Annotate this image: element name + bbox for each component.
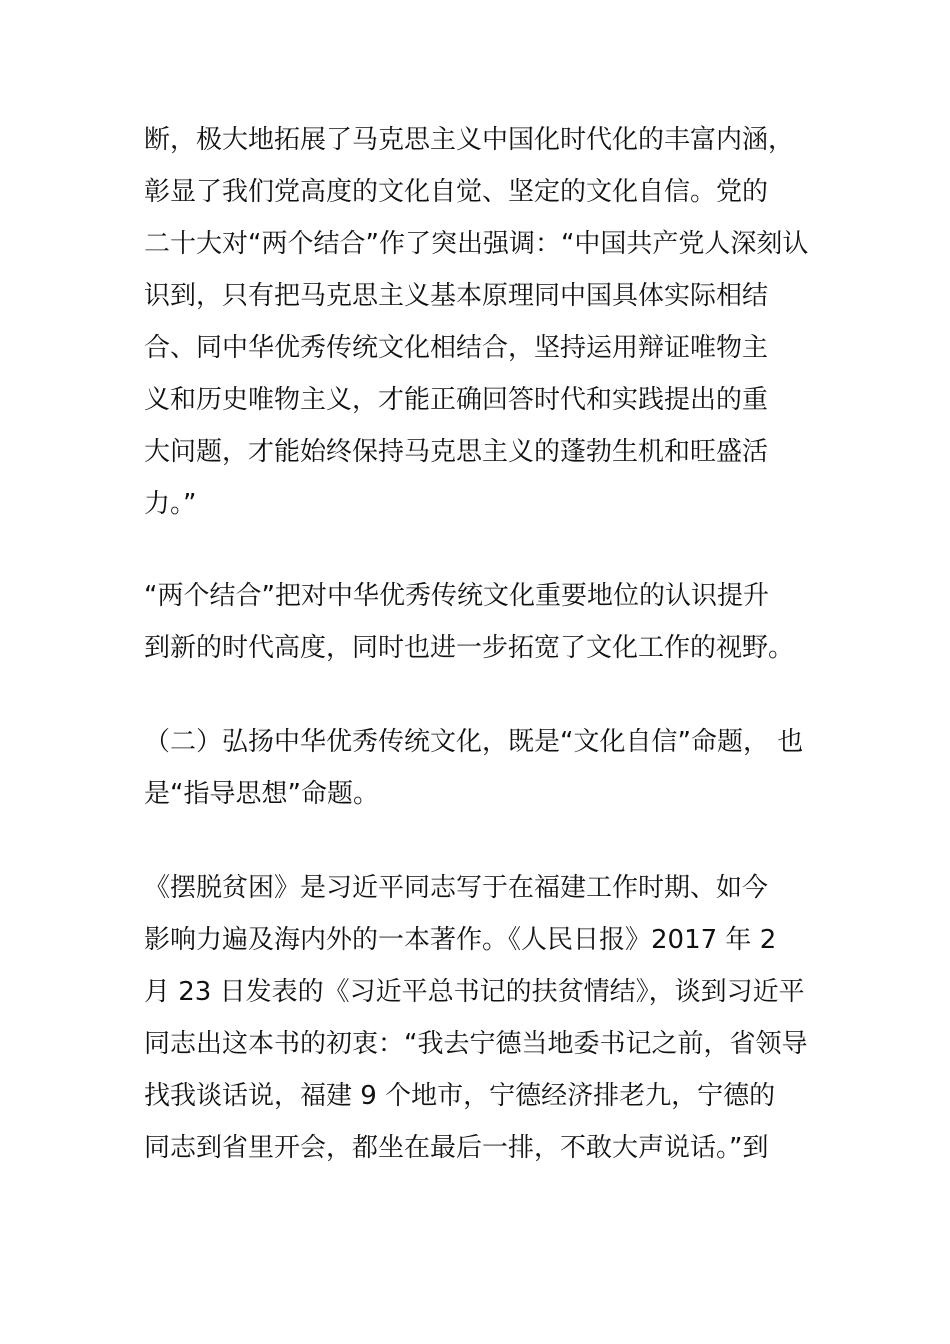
- paragraph-line: 力。”: [144, 489, 197, 519]
- paragraph-line: 月 23 日发表的《习近平总书记的扶贫情结》，谈到习近平: [144, 977, 805, 1007]
- paragraph-line: 二十大对“两个结合”作了突出强调：“中国共产党人深刻认: [144, 229, 809, 259]
- section-heading: [144, 716, 814, 820]
- paragraph-line: 大问题，才能始终保持马克思主义的蓬勃生机和旺盛活: [144, 437, 769, 467]
- paragraph-line: 合、同中华优秀传统文化相结合，坚持运用辩证唯物主: [144, 333, 769, 363]
- paragraph-2: [144, 570, 814, 674]
- paragraph-4: [144, 862, 814, 1174]
- heading-line: 是“指导思想”命题。: [144, 779, 379, 809]
- paragraph-line: 同志出这本书的初衷：“我去宁德当地委书记之前，省领导: [144, 1029, 808, 1059]
- paragraph-line: 义和历史唯物主义，才能正确回答时代和实践提出的重: [144, 385, 769, 415]
- paragraph-line: 到新的时代高度，同时也进一步拓宽了文化工作的视野。: [144, 633, 795, 663]
- paragraph-line: 找我谈话说，福建 9 个地市，宁德经济排老九，宁德的: [144, 1081, 776, 1111]
- paragraph-line: 识到，只有把马克思主义基本原理同中国具体实际相结: [144, 281, 769, 311]
- paragraph-line: 彰显了我们党高度的文化自觉、坚定的文化自信。党的: [144, 177, 769, 207]
- paragraph-line: “两个结合”把对中华优秀传统文化重要地位的认识提升: [144, 581, 769, 611]
- paragraph-line: 同志到省里开会，都坐在最后一排，不敢大声说话。”到: [144, 1133, 769, 1163]
- paragraph-line: 影响力遍及海内外的一本著作。《人民日报》2017 年 2: [144, 925, 777, 955]
- heading-line: （二）弘扬中华优秀传统文化，既是“文化自信”命题， 也: [144, 727, 804, 757]
- paragraph-line: 断，极大地拓展了马克思主义中国化时代化的丰富内涵，: [144, 125, 795, 155]
- paragraph-line: 《摆脱贫困》是习近平同志写于在福建工作时期、如今: [144, 873, 769, 903]
- paragraph-1: [144, 114, 814, 530]
